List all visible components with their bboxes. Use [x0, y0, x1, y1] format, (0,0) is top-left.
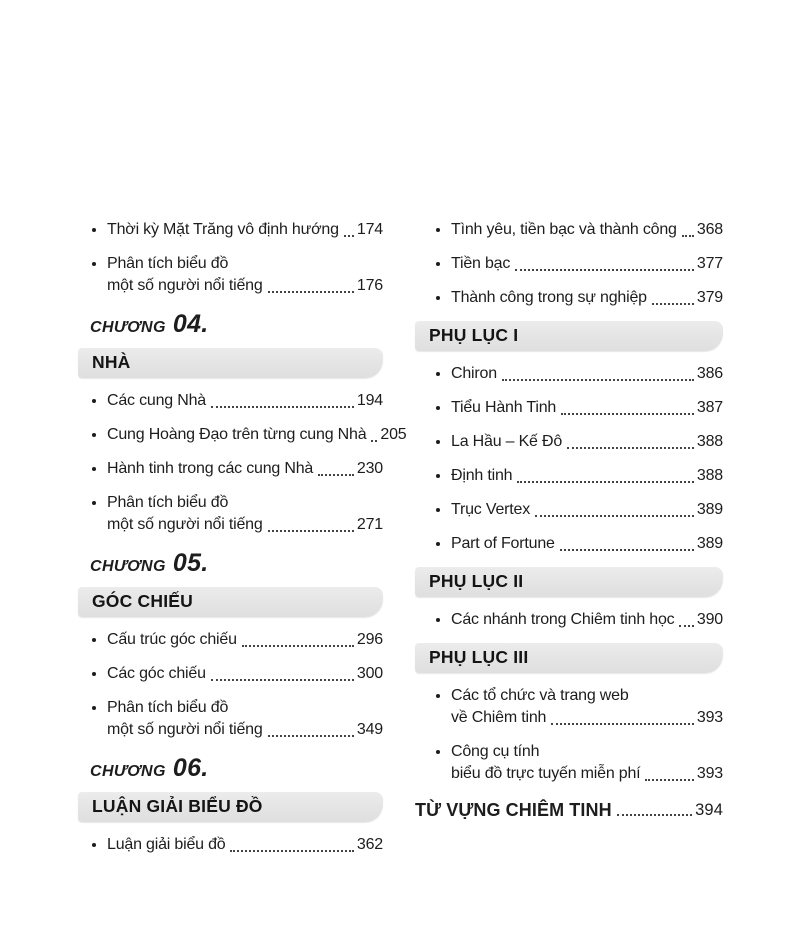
page-number: 386 [696, 365, 723, 382]
bullet-dot-icon [435, 499, 451, 521]
toc-entry [415, 799, 723, 821]
toc-section [415, 219, 723, 309]
dotted-leader [567, 447, 694, 449]
toc-entry [78, 629, 383, 651]
toc-entry [415, 363, 723, 385]
toc-entry-text: một số người nổi tiếng [107, 277, 263, 294]
bullet-dot-icon [91, 390, 107, 412]
toc-entry-body [451, 741, 723, 785]
toc-column-left [78, 219, 407, 926]
toc-entry [415, 685, 723, 729]
toc-section [415, 567, 723, 631]
toc-entry [78, 492, 383, 536]
page-number: 176 [356, 277, 383, 294]
toc-entry-body [107, 458, 383, 480]
toc-entry [415, 431, 723, 453]
bullet-dot-icon [435, 609, 451, 631]
toc-section [78, 219, 383, 297]
toc-entry [78, 390, 383, 412]
toc-entry-lastline [451, 533, 723, 555]
page-number: 296 [356, 631, 383, 648]
page-number: 174 [356, 221, 383, 238]
toc-entry-lastline [451, 465, 723, 487]
toc-entry-body [107, 253, 383, 297]
toc-entry-lastline [451, 287, 723, 309]
bullet-dot-icon [435, 397, 451, 419]
dotted-leader [211, 406, 354, 408]
dotted-leader [344, 235, 354, 237]
bullet-dot-icon [91, 219, 107, 241]
toc-entry-text: Các tổ chức và trang web [451, 687, 629, 704]
toc-entry-body [451, 533, 723, 555]
page-number: 393 [696, 709, 723, 726]
dotted-leader [561, 413, 694, 415]
toc-entry-lastline [451, 763, 723, 785]
section-title-bar: PHỤ LỤC II [415, 567, 723, 597]
page-number: 389 [696, 535, 723, 552]
bullet-dot-icon [435, 287, 451, 309]
page-number: 362 [356, 836, 383, 853]
dotted-leader [560, 549, 694, 551]
toc-entry-lastline [451, 219, 723, 241]
toc-entry-body [451, 219, 723, 241]
toc-entry-text: biểu đồ trực tuyến miễn phí [451, 765, 641, 782]
page-number: 368 [696, 221, 723, 238]
section-title-bar: PHỤ LỤC III [415, 643, 723, 673]
toc-entry-text: Chiron [451, 365, 497, 382]
toc-section [78, 309, 407, 536]
dotted-leader [551, 723, 694, 725]
bullet-dot-icon [91, 697, 107, 741]
toc-entry-text: Trục Vertex [451, 501, 531, 518]
toc-entry [78, 458, 383, 480]
toc-entry-body [107, 697, 383, 741]
page-number: 388 [696, 433, 723, 450]
chapter-label: CHƯƠNG [90, 319, 166, 336]
toc-entry [415, 219, 723, 241]
toc-entry-text: Hành tinh trong các cung Nhà [107, 460, 314, 477]
bullet-dot-icon [91, 663, 107, 685]
toc-entry-text: TỪ VỰNG CHIÊM TINH [415, 800, 612, 820]
toc-entry-lastline [107, 424, 407, 446]
toc-entry-body [451, 465, 723, 487]
chapter-number: 06. [172, 754, 209, 782]
chapter-label: CHƯƠNG [90, 763, 166, 780]
toc-entry-body [451, 431, 723, 453]
bullet-dot-icon [435, 533, 451, 555]
bullet-dot-icon [91, 424, 107, 446]
toc-entry-lastline [107, 458, 383, 480]
toc-entry-lastline [107, 834, 383, 856]
toc-entry-body [107, 492, 383, 536]
chapter-number: 05. [172, 549, 209, 577]
chapter-number: 04. [172, 310, 209, 338]
toc-entry-text: Tiền bạc [451, 255, 511, 272]
toc-entry-body [451, 287, 723, 309]
toc-entry-lastline [107, 390, 383, 412]
toc-entry-body [107, 390, 383, 412]
bullet-dot-icon [91, 629, 107, 651]
section-title-bar: NHÀ [78, 348, 383, 378]
toc-entry-lastline [451, 707, 723, 729]
toc-entry-text: Phân tích biểu đồ [107, 699, 229, 716]
page-number: 230 [356, 460, 383, 477]
dotted-leader [318, 474, 354, 476]
toc-entry-lastline [451, 609, 723, 631]
toc-entry-text: Phân tích biểu đồ [107, 494, 229, 511]
bullet-dot-icon [91, 492, 107, 536]
dotted-leader [679, 625, 693, 627]
dotted-leader [268, 530, 354, 532]
toc-entry-lastline [451, 363, 723, 385]
toc-entry-text: Công cụ tính [451, 743, 540, 760]
page-number: 379 [696, 289, 723, 306]
toc-entry-lastline [107, 275, 383, 297]
dotted-leader [682, 235, 694, 237]
section-title-bar: GÓC CHIẾU [78, 587, 383, 617]
dotted-leader [515, 269, 694, 271]
bullet-dot-icon [91, 834, 107, 856]
toc-entry [415, 533, 723, 555]
toc-entry [415, 741, 723, 785]
chapter-heading [90, 309, 383, 343]
toc-entry-text: Part of Fortune [451, 535, 555, 552]
toc-entry [78, 663, 383, 685]
toc-entry-text: Cung Hoàng Đạo trên từng cung Nhà [107, 426, 367, 443]
toc-entry-lastline [107, 663, 383, 685]
toc-entry-lastline [107, 629, 383, 651]
toc-entry-lastline [107, 219, 383, 241]
toc-section [78, 548, 383, 741]
bullet-dot-icon [435, 431, 451, 453]
toc-entry-body [451, 253, 723, 275]
toc-entry-lastline [415, 799, 723, 821]
page-number: 390 [696, 611, 723, 628]
bullet-dot-icon [435, 253, 451, 275]
toc-section [415, 799, 723, 821]
page-number: 393 [696, 765, 723, 782]
toc-entry-body [107, 219, 383, 241]
toc-entry-text: về Chiêm tinh [451, 709, 547, 726]
toc-entry-body [451, 685, 723, 729]
dotted-leader [617, 814, 692, 816]
toc-entry-text: Các cung Nhà [107, 392, 206, 409]
toc-entry-text: Tình yêu, tiền bạc và thành công [451, 221, 677, 238]
toc-column-right [415, 219, 728, 926]
toc-section [78, 753, 383, 856]
page-number: 389 [696, 501, 723, 518]
toc-entry-lastline [107, 719, 383, 741]
toc-entry-text: Các góc chiếu [107, 665, 206, 682]
toc-entry [415, 253, 723, 275]
toc-entry [415, 397, 723, 419]
toc-entry-text: Luận giải biểu đồ [107, 836, 226, 853]
toc-entry-lastline [451, 499, 723, 521]
page-number: 377 [696, 255, 723, 272]
bullet-dot-icon [435, 219, 451, 241]
toc-entry [415, 465, 723, 487]
toc-entry-body [451, 363, 723, 385]
page-number: 205 [380, 426, 407, 443]
toc-entry-text: La Hầu – Kế Đô [451, 433, 563, 450]
toc-entry [78, 424, 407, 446]
toc-entry-text: Tiểu Hành Tinh [451, 399, 557, 416]
toc-entry-lastline [451, 253, 723, 275]
toc-entry-text: một số người nổi tiếng [107, 721, 263, 738]
toc-entry-body [451, 609, 723, 631]
toc-entry-text: Các nhánh trong Chiêm tinh học [451, 611, 675, 628]
dotted-leader [502, 379, 694, 381]
bullet-dot-icon [435, 465, 451, 487]
dotted-leader [535, 515, 694, 517]
dotted-leader [242, 645, 354, 647]
toc-entry-body [451, 499, 723, 521]
toc-section [415, 643, 723, 785]
toc-entry-text: Thành công trong sự nghiệp [451, 289, 647, 306]
dotted-leader [230, 850, 353, 852]
toc-entry [415, 499, 723, 521]
bullet-dot-icon [91, 253, 107, 297]
bullet-dot-icon [91, 458, 107, 480]
page-number: 349 [356, 721, 383, 738]
page-number: 300 [356, 665, 383, 682]
toc-entry [78, 219, 383, 241]
bullet-dot-icon [435, 363, 451, 385]
toc-entry [415, 287, 723, 309]
toc-section [415, 321, 723, 555]
dotted-leader [517, 481, 694, 483]
chapter-heading [90, 548, 383, 582]
dotted-leader [268, 735, 354, 737]
dotted-leader [652, 303, 694, 305]
toc-entry-body [415, 799, 723, 821]
toc-entry-body [107, 629, 383, 651]
toc-entry [78, 253, 383, 297]
toc-entry-text: Định tinh [451, 467, 513, 484]
page-number: 388 [696, 467, 723, 484]
section-title-bar: PHỤ LỤC I [415, 321, 723, 351]
toc-entry [78, 697, 383, 741]
toc-entry-text: Thời kỳ Mặt Trăng vô định hướng [107, 221, 339, 238]
toc-entry [78, 834, 383, 856]
toc-entry [415, 609, 723, 631]
toc-entry-body [107, 424, 407, 446]
toc-entry-body [107, 834, 383, 856]
dotted-leader [268, 291, 354, 293]
toc-entry-text: Cấu trúc góc chiếu [107, 631, 237, 648]
section-title-bar: LUẬN GIẢI BIỂU ĐỒ [78, 792, 383, 822]
bullet-dot-icon [435, 741, 451, 785]
toc-entry-lastline [451, 431, 723, 453]
chapter-label: CHƯƠNG [90, 558, 166, 575]
page-number: 394 [695, 801, 723, 819]
dotted-leader [211, 679, 354, 681]
toc-entry-body [107, 663, 383, 685]
toc-entry-lastline [451, 397, 723, 419]
dotted-leader [371, 440, 377, 442]
page-number: 387 [696, 399, 723, 416]
chapter-heading [90, 753, 383, 787]
toc-entry-lastline [107, 514, 383, 536]
page-number: 194 [356, 392, 383, 409]
toc-entry-text: Phân tích biểu đồ [107, 255, 229, 272]
toc-entry-text: một số người nổi tiếng [107, 516, 263, 533]
toc-entry-body [451, 397, 723, 419]
page-number: 271 [356, 516, 383, 533]
dotted-leader [645, 779, 693, 781]
bullet-dot-icon [435, 685, 451, 729]
